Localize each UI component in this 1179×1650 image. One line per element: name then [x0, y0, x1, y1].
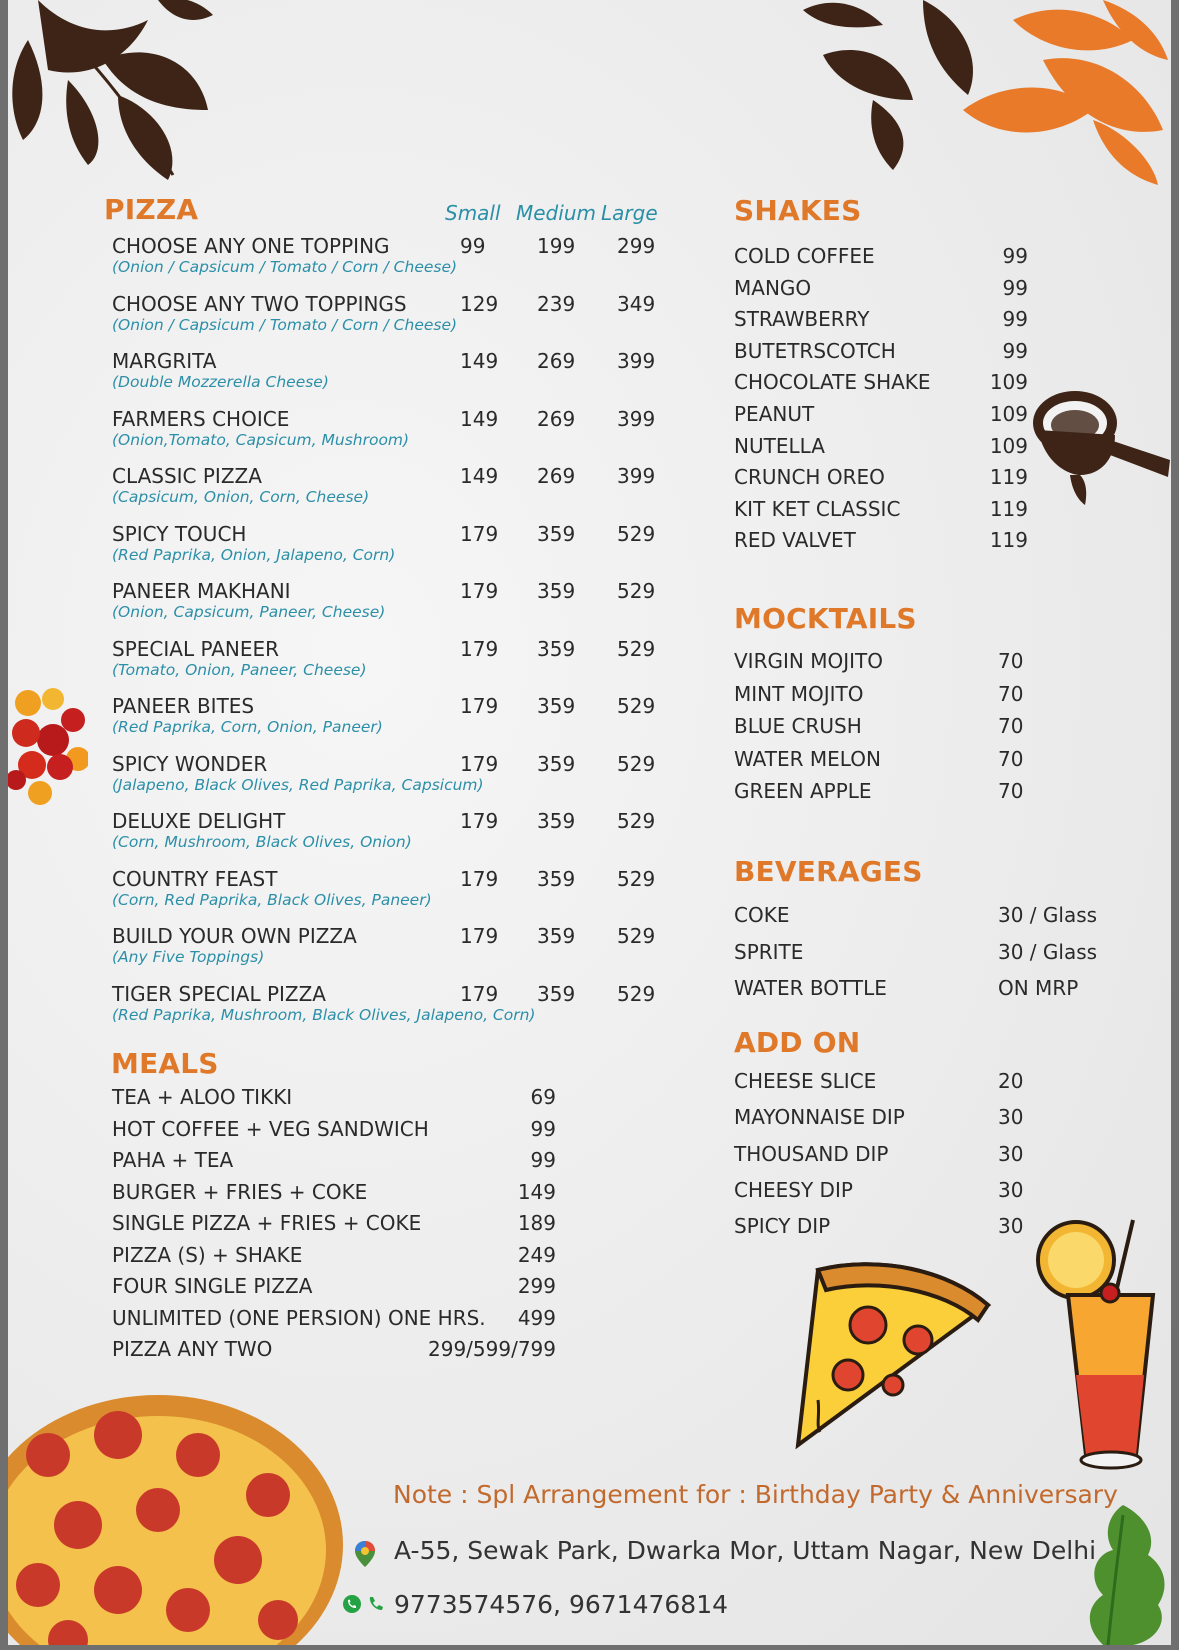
addon-item-name: SPICY DIP	[734, 1214, 831, 1239]
pizza-item-name: TIGER SPECIAL PIZZA	[112, 981, 326, 1006]
meal-item-price: 249	[517, 1242, 556, 1267]
addon-section-title: ADD ON	[734, 1026, 861, 1059]
pizza-item-name: COUNTRY FEAST	[112, 866, 278, 891]
pizza-item-name: BUILD YOUR OWN PIZZA	[112, 924, 357, 948]
addon-item-name: CHEESE SLICE	[734, 1069, 877, 1093]
addon-item-price: 30	[998, 1105, 1024, 1130]
beverage-item-price: ON MRP	[998, 976, 1079, 1000]
pizza-item-description: (Red Paprika, Mushroom, Black Olives, Jalapeno, Corn)	[112, 1005, 536, 1024]
pizza-item-price: 149	[460, 406, 499, 431]
pizza-item-price: 179	[460, 751, 499, 776]
pizza-item-price: 359	[537, 521, 576, 546]
pizza-section-title: PIZZA	[104, 193, 199, 226]
tomatoes-decoration	[8, 685, 88, 805]
whatsapp-icon	[342, 1594, 362, 1614]
pizza-item-price: 359	[537, 866, 576, 891]
pizza-item-name: CLASSIC PIZZA	[112, 464, 262, 488]
addon-item-price: 20	[998, 1069, 1024, 1093]
meal-item-price: 149	[517, 1179, 556, 1204]
shake-item-name: CRUNCH OREO	[734, 465, 885, 490]
meal-item-price: 99	[530, 1148, 556, 1172]
meal-item-name: SINGLE PIZZA + FRIES + COKE	[112, 1211, 422, 1235]
leaves-top-right-decoration	[803, 0, 1171, 185]
beverage-item-price: 30 / Glass	[998, 939, 1098, 964]
pizza-item-name: SPICY TOUCH	[112, 521, 247, 546]
pizza-item-price: 529	[617, 924, 656, 948]
mocktail-item-price: 70	[998, 714, 1024, 738]
shake-item-name: NUTELLA	[734, 433, 825, 458]
pizza-item-price: 269	[537, 406, 576, 431]
shake-item-name: STRAWBERRY	[734, 307, 870, 332]
parsley-decoration	[1063, 1495, 1171, 1645]
mocktail-item-price: 70	[998, 779, 1024, 803]
pizza-item-name: SPICY WONDER	[112, 751, 268, 776]
pizza-item-description: (Jalapeno, Black Olives, Red Paprika, Capsicum)	[112, 775, 484, 794]
pizza-item-price: 179	[460, 521, 499, 546]
pizza-item-price: 299	[617, 234, 656, 258]
shake-item-name: MANGO	[734, 275, 812, 300]
pizza-item-name: FARMERS CHOICE	[112, 406, 290, 431]
pizza-item-price: 529	[617, 694, 656, 718]
shake-item-price: 119	[989, 528, 1028, 553]
pizza-item-price: 529	[617, 981, 656, 1006]
shake-item-name: PEANUT	[734, 402, 815, 426]
shake-item-name: RED VALVET	[734, 528, 856, 553]
pizza-item-price: 399	[617, 464, 656, 488]
pizza-slice-illustration	[758, 1250, 998, 1450]
pizza-item-price: 359	[537, 579, 576, 603]
meal-item-price: 499	[517, 1305, 556, 1330]
pizza-item-price: 529	[617, 521, 656, 546]
pizza-item-price: 529	[617, 866, 656, 891]
size-header-medium: Medium	[516, 201, 596, 225]
pizza-item-price: 179	[460, 694, 499, 718]
mocktail-item-name: BLUE CRUSH	[734, 714, 862, 738]
addon-item-name: CHEESY DIP	[734, 1177, 853, 1202]
shake-item-price: 99	[1002, 307, 1028, 332]
pizza-item-price: 179	[460, 866, 499, 891]
shake-item-name: CHOCOLATE SHAKE	[734, 370, 931, 395]
coffee-portafilter-decoration	[1030, 385, 1171, 520]
meal-item-name: PAHA + TEA	[112, 1148, 234, 1172]
shake-item-price: 119	[989, 465, 1028, 490]
pizza-item-price: 269	[537, 464, 576, 488]
shake-item-name: BUTETRSCOTCH	[734, 338, 896, 363]
pizza-item-price: 179	[460, 579, 499, 603]
pizza-item-price: 359	[537, 924, 576, 948]
pizza-item-description: (Corn, Mushroom, Black Olives, Onion)	[112, 833, 412, 851]
pizza-item-price: 99	[460, 234, 486, 258]
mocktails-section-title: MOCKTAILS	[734, 602, 917, 635]
addon-item-price: 30	[998, 1214, 1024, 1239]
size-header-large: Large	[601, 201, 658, 225]
pizza-item-description: (Any Five Toppings)	[112, 948, 265, 966]
pizza-item-price: 529	[617, 809, 656, 833]
pizza-item-price: 149	[460, 464, 499, 488]
shake-item-price: 99	[1002, 244, 1028, 268]
pizza-item-name: PANEER MAKHANI	[112, 579, 291, 603]
pizza-item-price: 199	[537, 234, 576, 258]
pizza-item-price: 359	[537, 809, 576, 833]
pizza-item-description: (Corn, Red Paprika, Black Olives, Paneer)	[112, 890, 432, 909]
addon-item-name: THOUSAND DIP	[734, 1141, 889, 1166]
pizza-item-price: 359	[537, 694, 576, 718]
pizza-item-price: 359	[537, 981, 576, 1006]
pizza-item-price: 529	[617, 579, 656, 603]
shake-item-price: 109	[989, 433, 1028, 458]
pizza-item-name: PANEER BITES	[112, 694, 255, 718]
beverage-item-name: SPRITE	[734, 939, 804, 964]
meal-item-name: TEA + ALOO TIKKI	[112, 1085, 293, 1109]
meal-item-price: 189	[517, 1211, 556, 1235]
pizza-item-description: (Onion,Tomato, Capsicum, Mushroom)	[112, 430, 410, 449]
mocktail-item-name: MINT MOJITO	[734, 681, 864, 706]
meal-item-price: 99	[530, 1116, 556, 1141]
pizza-item-price: 179	[460, 636, 499, 661]
pizza-item-price: 399	[617, 406, 656, 431]
pizza-item-description: (Tomato, Onion, Paneer, Cheese)	[112, 660, 367, 679]
phone-icon	[366, 1594, 386, 1614]
pepperoni-pizza-illustration	[8, 1395, 348, 1645]
mocktail-item-name: GREEN APPLE	[734, 779, 872, 803]
pizza-item-description: (Capsicum, Onion, Corn, Cheese)	[112, 488, 370, 506]
pizza-item-price: 179	[460, 981, 499, 1006]
shake-item-price: 99	[1002, 275, 1028, 300]
shake-item-price: 109	[989, 402, 1028, 426]
meal-item-name: UNLIMITED (ONE PERSION) ONE HRS.	[112, 1305, 486, 1330]
leaves-top-left-decoration	[8, 0, 228, 185]
pizza-item-price: 349	[617, 291, 656, 316]
pizza-item-name: MARGRITA	[112, 349, 217, 373]
addon-item-name: MAYONNAISE DIP	[734, 1105, 905, 1130]
mocktail-item-price: 70	[998, 681, 1024, 706]
mocktail-item-name: VIRGIN MOJITO	[734, 649, 883, 673]
pizza-item-price: 179	[460, 924, 499, 948]
pizza-item-price: 179	[460, 809, 499, 833]
pizza-item-price: 399	[617, 349, 656, 373]
address-text: A-55, Sewak Park, Dwarka Mor, Uttam Nagar, New Delhi	[394, 1536, 1097, 1565]
pizza-item-price: 269	[537, 349, 576, 373]
addon-item-price: 30	[998, 1141, 1024, 1166]
beverages-section-title: BEVERAGES	[734, 855, 923, 888]
pizza-item-name: CHOOSE ANY TWO TOPPINGS	[112, 291, 407, 316]
shake-item-name: COLD COFFEE	[734, 244, 875, 268]
shake-item-price: 109	[989, 370, 1028, 395]
pizza-item-description: (Onion / Capsicum / Tomato / Corn / Cheese)	[112, 258, 458, 276]
pizza-item-price: 529	[617, 751, 656, 776]
pizza-item-description: (Double Mozzerella Cheese)	[112, 373, 329, 391]
shake-item-price: 99	[1002, 338, 1028, 363]
shakes-section-title: SHAKES	[734, 194, 862, 227]
pizza-item-price: 529	[617, 636, 656, 661]
beverage-item-price: 30 / Glass	[998, 903, 1098, 927]
menu-page	[8, 0, 1171, 1645]
mocktail-item-price: 70	[998, 746, 1024, 771]
pizza-item-description: (Onion, Capsicum, Paneer, Cheese)	[112, 603, 386, 621]
beverage-item-name: COKE	[734, 903, 790, 927]
pizza-item-name: DELUXE DELIGHT	[112, 809, 286, 833]
meal-item-name: FOUR SINGLE PIZZA	[112, 1274, 313, 1298]
meal-item-price: 69	[530, 1085, 556, 1109]
meal-item-name: PIZZA ANY TWO	[112, 1337, 273, 1361]
size-header-small: Small	[445, 201, 501, 225]
mocktail-item-price: 70	[998, 649, 1024, 673]
pizza-item-description: (Red Paprika, Onion, Jalapeno, Corn)	[112, 545, 396, 564]
addon-item-price: 30	[998, 1177, 1024, 1202]
pizza-item-price: 129	[460, 291, 499, 316]
pizza-item-description: (Onion / Capsicum / Tomato / Corn / Cheese)	[112, 315, 458, 334]
pizza-item-name: SPECIAL PANEER	[112, 636, 280, 661]
pizza-item-price: 239	[537, 291, 576, 316]
shake-item-price: 119	[989, 496, 1028, 521]
meal-item-name: HOT COFFEE + VEG SANDWICH	[112, 1116, 429, 1141]
meal-item-name: PIZZA (S) + SHAKE	[112, 1242, 303, 1267]
pizza-item-price: 359	[537, 751, 576, 776]
mocktail-glass-illustration	[1028, 1215, 1171, 1475]
pizza-item-price: 359	[537, 636, 576, 661]
meals-section-title: MEALS	[111, 1047, 219, 1080]
pizza-item-description: (Red Paprika, Corn, Onion, Paneer)	[112, 718, 383, 736]
special-arrangement-note: Note : Spl Arrangement for : Birthday Party & Anniversary	[393, 1480, 1118, 1509]
meal-item-name: BURGER + FRIES + COKE	[112, 1179, 368, 1204]
pizza-item-price: 149	[460, 349, 499, 373]
beverage-item-name: WATER BOTTLE	[734, 976, 887, 1000]
meal-item-price: 299	[517, 1274, 556, 1298]
pizza-item-name: CHOOSE ANY ONE TOPPING	[112, 234, 390, 258]
meal-item-price: 299/599/799	[428, 1337, 556, 1361]
shake-item-name: KIT KET CLASSIC	[734, 496, 901, 521]
map-pin-icon	[353, 1540, 377, 1568]
phone-numbers: 9773574576, 9671476814	[394, 1590, 729, 1619]
mocktail-item-name: WATER MELON	[734, 746, 881, 771]
